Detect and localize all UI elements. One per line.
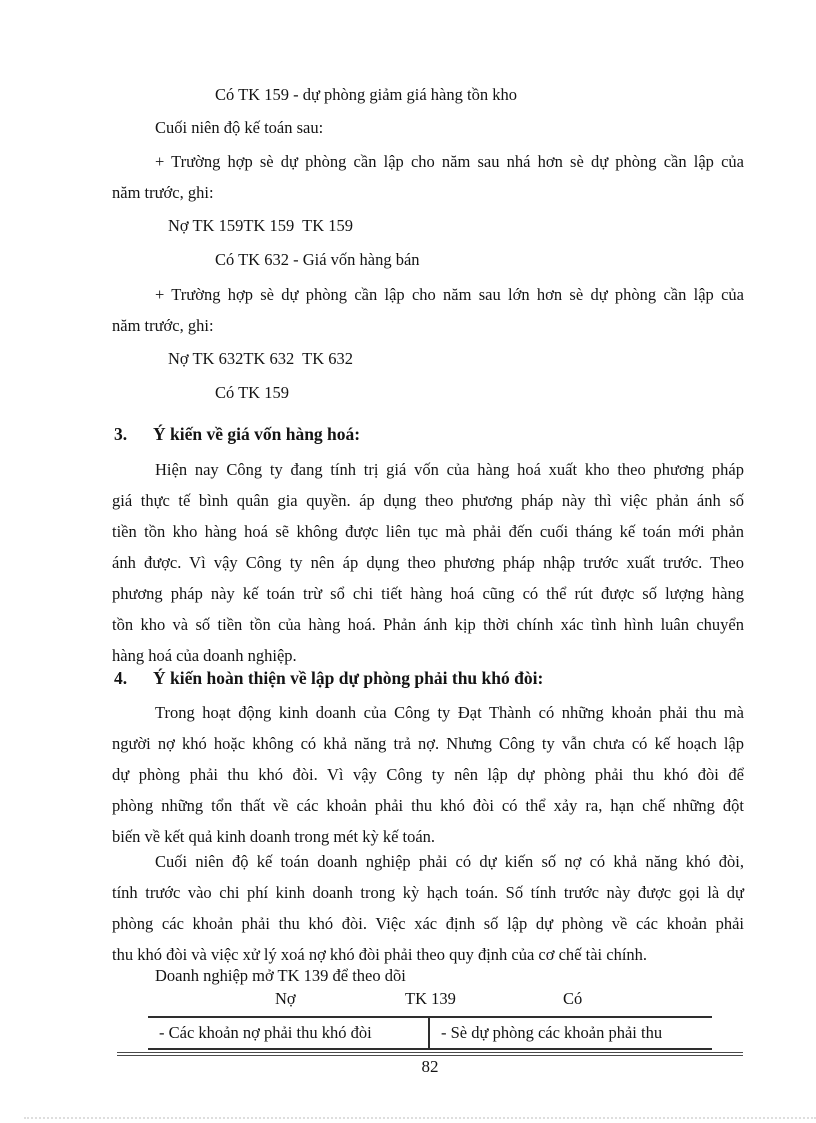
t-account-table xyxy=(148,1016,712,1050)
text-block xyxy=(112,0,744,1123)
t-account-number-label: TK 139 xyxy=(405,989,456,1008)
case1-credit-entry: Có TK 632 - Giá vốn hàng bán xyxy=(215,250,420,269)
section3-paragraph-line: phương pháp này kế toán trừ sổ chi tiết hàng hoá cũng có thể rút được số lượng hàng xyxy=(112,584,744,603)
t-account-header xyxy=(112,989,744,1009)
case1-debit-entry: Nợ TK 159TK 159 TK 159 xyxy=(168,216,354,235)
section4-paragraph1-line: dự phòng phải thu khó đòi. Vì vậy Công ty nên lập dự phòng phải thu khó đòi để xyxy=(112,765,744,784)
section3-paragraph-line: tồn kho và số tiền tồn của hàng hoá. Phản ánh kịp thời chính xác tình hình luân chuyển xyxy=(112,615,744,634)
section4-number: 4. xyxy=(114,668,128,688)
section4-paragraph2-line: phòng các khoản phải thu khó đòi. Việc xác định số lập dự phòng về các khoản phải xyxy=(112,914,744,933)
section3-heading xyxy=(114,424,744,445)
section4-heading xyxy=(114,668,744,689)
section3-paragraph-line: hàng hoá của doanh nghiệp. xyxy=(112,646,297,665)
section3-title: Ý kiến về giá vốn hàng hoá: xyxy=(153,424,361,444)
section4-paragraph1-line: biến về kết quả kinh doanh trong mét kỳ kế toán. xyxy=(112,827,436,846)
footer-double-rule xyxy=(117,1052,743,1056)
page-boundary-dotted-line xyxy=(24,1117,816,1119)
section4-paragraph2-line: thu khó đòi và việc xử lý xoá nợ khó đòi phải theo quy định của cơ chế tài chính. xyxy=(112,945,648,964)
section3-paragraph-line: giá thực tế bình quân gia quyền. áp dụng theo phương pháp này thì việc phản ánh số xyxy=(112,491,744,510)
case2-debit-entry: Nợ TK 632TK 632 TK 632 xyxy=(168,349,354,368)
section3-paragraph-line: ánh được. Vì vậy Công ty nên áp dụng theo phương pháp nhập trước xuất trước. Theo xyxy=(112,553,744,572)
section3-number: 3. xyxy=(114,424,128,444)
section4-paragraph2-line: Cuối niên độ kế toán doanh nghiệp phải có dự kiến số nợ có khả năng khó đòi, xyxy=(155,852,744,871)
section3-paragraph-line: Hiện nay Công ty đang tính trị giá vốn của hàng hoá xuất kho theo phương pháp xyxy=(155,460,744,479)
case2-line1: + Trường hợp sè dự phòng cần lập cho năm sau lớn hơn sè dự phòng cần lập của xyxy=(155,285,744,304)
case1-line2: năm trước, ghi: xyxy=(112,183,214,202)
t-account-debit-cell: - Các khoản nợ phải thu khó đòi xyxy=(148,1018,430,1048)
case2-credit-entry: Có TK 159 xyxy=(215,383,289,402)
section4-title: Ý kiến hoàn thiện về lập dự phòng phải thu khó đòi: xyxy=(153,668,544,688)
case2-line2: năm trước, ghi: xyxy=(112,316,214,335)
t-account-credit-label: Có xyxy=(563,989,583,1008)
tk139-intro-line: Doanh nghiệp mở TK 139 để theo dõi xyxy=(155,966,406,985)
page-number: 82 xyxy=(421,1057,439,1076)
paragraph-cuoi-nien-do: Cuối niên độ kế toán sau: xyxy=(155,118,324,137)
section4-paragraph1-line: phòng những tổn thất về các khoản phải thu khó đòi có thể xảy ra, hạn chế những đột xyxy=(112,796,744,815)
t-account-debit-label: Nợ xyxy=(275,989,296,1008)
section4-paragraph2-line: tính trước vào chi phí kinh doanh trong kỳ hạch toán. Số tính trước này được gọi là dự xyxy=(112,883,744,902)
t-account-credit-cell: - Sè dự phòng các khoản phải thu xyxy=(441,1023,663,1042)
section4-paragraph1-line: người nợ khó hoặc không có khả năng trả nợ. Nhưng Công ty vẫn chưa có kế hoạch lập xyxy=(112,734,744,753)
case1-line1: + Trường hợp sè dự phòng cần lập cho năm sau nhá hơn sè dự phòng cần lập của xyxy=(155,152,744,171)
section4-paragraph1-line: Trong hoạt động kinh doanh của Công ty Đạt Thành có những khoản phải thu mà xyxy=(155,703,744,722)
section3-paragraph-line: tiền tồn kho hàng hoá sẽ không được liên tục mà phải đến cuối tháng kế toán mới phản xyxy=(112,522,744,541)
journal-line-co-tk159-provision: Có TK 159 - dự phòng giảm giá hàng tồn kho xyxy=(215,85,517,104)
